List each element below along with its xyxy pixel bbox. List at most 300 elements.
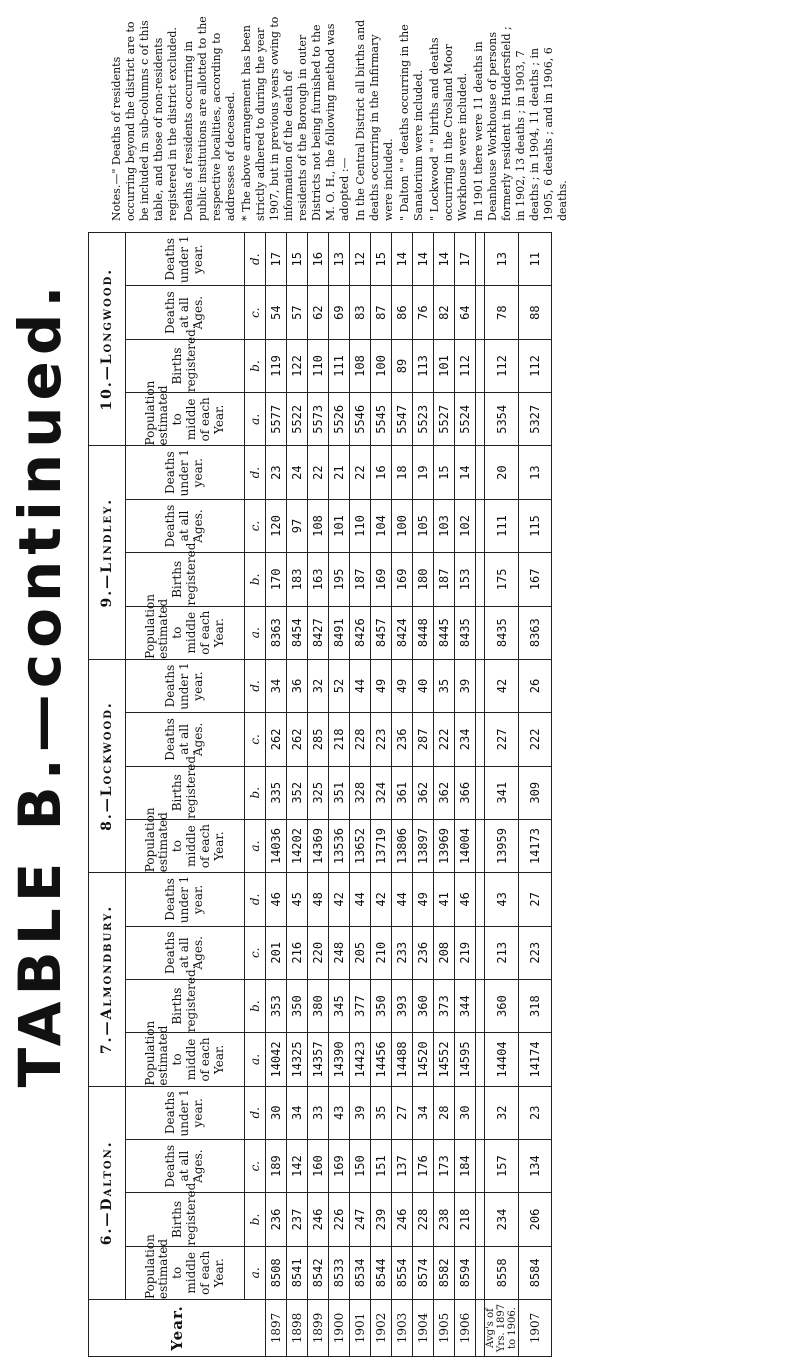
table-row bbox=[308, 233, 329, 1357]
year-1907-cell: 309 bbox=[519, 766, 552, 819]
average-cell: 175 bbox=[485, 553, 519, 606]
data-cell: 14423 bbox=[350, 1033, 371, 1086]
year-1907-cell: 88 bbox=[519, 286, 552, 339]
column-header: Deaths at all Ages. bbox=[126, 713, 245, 766]
year-cell: 1902 bbox=[371, 1300, 392, 1357]
column-header: Deaths under 1 year. bbox=[126, 873, 245, 926]
data-cell: 248 bbox=[329, 926, 350, 979]
data-cell: 49 bbox=[371, 659, 392, 712]
data-cell: 49 bbox=[413, 873, 434, 926]
data-cell: 8448 bbox=[413, 606, 434, 659]
data-cell: 246 bbox=[392, 1193, 413, 1246]
spacer-cell bbox=[476, 233, 485, 286]
data-cell: 12 bbox=[350, 233, 371, 286]
year-1907-cell: 318 bbox=[519, 979, 552, 1032]
data-cell: 362 bbox=[434, 766, 455, 819]
data-cell: 169 bbox=[392, 553, 413, 606]
data-cell: 16 bbox=[308, 233, 329, 286]
data-cell: 14369 bbox=[308, 819, 329, 872]
unit-label: d. bbox=[245, 1086, 266, 1139]
data-cell: 208 bbox=[434, 926, 455, 979]
data-cell: 176 bbox=[413, 1139, 434, 1192]
unit-label: a. bbox=[245, 606, 266, 659]
column-header: Deaths under 1 year. bbox=[126, 233, 245, 286]
data-cell: 8594 bbox=[455, 1246, 476, 1299]
average-row bbox=[485, 233, 519, 1357]
data-cell: 5524 bbox=[455, 393, 476, 446]
table-row bbox=[350, 233, 371, 1357]
data-cell: 101 bbox=[329, 499, 350, 552]
data-cell: 13 bbox=[329, 233, 350, 286]
data-cell: 41 bbox=[434, 873, 455, 926]
data-cell: 32 bbox=[308, 659, 329, 712]
data-cell: 5523 bbox=[413, 393, 434, 446]
data-cell: 35 bbox=[434, 659, 455, 712]
year-1907-cell: 8584 bbox=[519, 1246, 552, 1299]
unit-label: c. bbox=[245, 499, 266, 552]
data-cell: 236 bbox=[413, 926, 434, 979]
data-cell: 151 bbox=[371, 1139, 392, 1192]
data-cell: 22 bbox=[308, 446, 329, 499]
data-cell: 153 bbox=[455, 553, 476, 606]
data-cell: 14595 bbox=[455, 1033, 476, 1086]
average-cell: 8558 bbox=[485, 1246, 519, 1299]
data-cell: 8554 bbox=[392, 1246, 413, 1299]
spacer-cell bbox=[476, 1033, 485, 1086]
data-cell: 180 bbox=[413, 553, 434, 606]
spacer-cell bbox=[476, 339, 485, 392]
data-cell: 76 bbox=[413, 286, 434, 339]
data-cell: 233 bbox=[392, 926, 413, 979]
data-cell: 8533 bbox=[329, 1246, 350, 1299]
data-cell: 169 bbox=[371, 553, 392, 606]
average-cell: 5354 bbox=[485, 393, 519, 446]
spacer-cell bbox=[476, 1086, 485, 1139]
year-1907-cell: 14174 bbox=[519, 1033, 552, 1086]
data-cell: 8457 bbox=[371, 606, 392, 659]
data-cell: 62 bbox=[308, 286, 329, 339]
data-cell: 246 bbox=[308, 1193, 329, 1246]
data-cell: 237 bbox=[287, 1193, 308, 1246]
data-cell: 5545 bbox=[371, 393, 392, 446]
data-cell: 15 bbox=[434, 446, 455, 499]
data-cell: 219 bbox=[455, 926, 476, 979]
note-1: Notes.—" Deaths of residents occurring beyond the district are to be included in sub-columns c of this table, and those of non-residents registered in the district excluded. bbox=[110, 20, 179, 221]
data-cell: 236 bbox=[266, 1193, 287, 1246]
data-cell: 44 bbox=[392, 873, 413, 926]
data-cell: 5573 bbox=[308, 393, 329, 446]
data-cell: 13536 bbox=[329, 819, 350, 872]
column-header: Deaths at all Ages. bbox=[126, 499, 245, 552]
data-cell: 27 bbox=[392, 1086, 413, 1139]
data-cell: 15 bbox=[371, 233, 392, 286]
data-cell: 43 bbox=[329, 1086, 350, 1139]
data-cell: 8542 bbox=[308, 1246, 329, 1299]
data-cell: 8427 bbox=[308, 606, 329, 659]
spacer-cell bbox=[476, 713, 485, 766]
data-cell: 360 bbox=[413, 979, 434, 1032]
year-1907-cell: 206 bbox=[519, 1193, 552, 1246]
average-label: Avg's of Yrs. 1897 to 1906. bbox=[485, 1300, 519, 1357]
data-cell: 23 bbox=[266, 446, 287, 499]
data-cell: 103 bbox=[434, 499, 455, 552]
data-cell: 14520 bbox=[413, 1033, 434, 1086]
district-header: 6.—Dalton. bbox=[89, 1086, 126, 1299]
data-cell: 13806 bbox=[392, 819, 413, 872]
data-cell: 34 bbox=[287, 1086, 308, 1139]
unit-label: d. bbox=[245, 233, 266, 286]
column-header: Deaths at all Ages. bbox=[126, 286, 245, 339]
district-header: 8.—Lockwood. bbox=[89, 659, 126, 872]
data-cell: 352 bbox=[287, 766, 308, 819]
data-cell: 5527 bbox=[434, 393, 455, 446]
note-5: " Dalton " " deaths occurring in the Sanatorium were included. bbox=[398, 24, 425, 221]
year-1907-cell: 26 bbox=[519, 659, 552, 712]
table-row bbox=[434, 233, 455, 1357]
data-cell: 201 bbox=[266, 926, 287, 979]
data-cell: 36 bbox=[287, 659, 308, 712]
column-header: Population estimated to middle of each Year. bbox=[126, 1246, 245, 1299]
data-cell: 160 bbox=[308, 1139, 329, 1192]
data-cell: 34 bbox=[413, 1086, 434, 1139]
data-cell: 189 bbox=[266, 1139, 287, 1192]
data-cell: 170 bbox=[266, 553, 287, 606]
average-cell: 13959 bbox=[485, 819, 519, 872]
table-row bbox=[266, 233, 287, 1357]
year-cell: 1900 bbox=[329, 1300, 350, 1357]
data-cell: 40 bbox=[413, 659, 434, 712]
column-header: Population estimated to middle of each Year. bbox=[126, 606, 245, 659]
data-cell: 14390 bbox=[329, 1033, 350, 1086]
data-cell: 8363 bbox=[266, 606, 287, 659]
data-cell: 100 bbox=[392, 499, 413, 552]
average-cell: 14404 bbox=[485, 1033, 519, 1086]
average-cell: 341 bbox=[485, 766, 519, 819]
column-header: Deaths under 1 year. bbox=[126, 1086, 245, 1139]
year-cell: 1904 bbox=[413, 1300, 434, 1357]
page-title: TABLE B.—continued. bbox=[6, 279, 74, 1088]
year-1907-cell: 11 bbox=[519, 233, 552, 286]
data-cell: 28 bbox=[434, 1086, 455, 1139]
column-header: Population estimated to middle of each Year. bbox=[126, 819, 245, 872]
column-header: Births registered. bbox=[126, 766, 245, 819]
data-cell: 8445 bbox=[434, 606, 455, 659]
column-header: Population estimated to middle of each Year. bbox=[126, 1033, 245, 1086]
data-cell: 14 bbox=[413, 233, 434, 286]
footnotes bbox=[110, 16, 770, 221]
data-cell: 350 bbox=[287, 979, 308, 1032]
data-cell: 48 bbox=[308, 873, 329, 926]
data-cell: 5526 bbox=[329, 393, 350, 446]
data-cell: 39 bbox=[455, 659, 476, 712]
data-cell: 44 bbox=[350, 659, 371, 712]
average-cell: 227 bbox=[485, 713, 519, 766]
note-3: * The above arrangement has been strictly adhered to during the year 1907, but in previous years owing to information of the death of residents of the Borough in outer Districts not being furnished to the M. O. H., the following method was adopted :— bbox=[240, 16, 351, 221]
unit-label: a. bbox=[245, 1033, 266, 1086]
data-cell: 104 bbox=[371, 499, 392, 552]
data-cell: 105 bbox=[413, 499, 434, 552]
spacer-cell bbox=[476, 446, 485, 499]
data-cell: 5546 bbox=[350, 393, 371, 446]
data-cell: 44 bbox=[350, 873, 371, 926]
data-cell: 8574 bbox=[413, 1246, 434, 1299]
data-cell: 14 bbox=[455, 446, 476, 499]
data-cell: 22 bbox=[350, 446, 371, 499]
table-row bbox=[455, 233, 476, 1357]
district-header: 7.—Almondbury. bbox=[89, 873, 126, 1086]
data-cell: 14357 bbox=[308, 1033, 329, 1086]
data-cell: 285 bbox=[308, 713, 329, 766]
spacer-cell bbox=[476, 1139, 485, 1192]
unit-label: d. bbox=[245, 873, 266, 926]
data-cell: 169 bbox=[329, 1139, 350, 1192]
data-cell: 236 bbox=[392, 713, 413, 766]
column-header: Births registered. bbox=[126, 979, 245, 1032]
column-header: Deaths under 1 year. bbox=[126, 446, 245, 499]
data-cell: 142 bbox=[287, 1139, 308, 1192]
data-cell: 325 bbox=[308, 766, 329, 819]
data-cell: 42 bbox=[329, 873, 350, 926]
average-cell: 213 bbox=[485, 926, 519, 979]
data-cell: 108 bbox=[350, 339, 371, 392]
column-header: Births registered. bbox=[126, 1193, 245, 1246]
data-cell: 30 bbox=[455, 1086, 476, 1139]
note-4: In the Central District all births and deaths occurring in the Infirmary were included. bbox=[354, 19, 395, 221]
data-cell: 24 bbox=[287, 446, 308, 499]
average-cell: 13 bbox=[485, 233, 519, 286]
data-cell: 328 bbox=[350, 766, 371, 819]
data-cell: 108 bbox=[308, 499, 329, 552]
data-cell: 13652 bbox=[350, 819, 371, 872]
data-cell: 5522 bbox=[287, 393, 308, 446]
unit-label: b. bbox=[245, 766, 266, 819]
data-cell: 344 bbox=[455, 979, 476, 1032]
data-cell: 30 bbox=[266, 1086, 287, 1139]
unit-label: b. bbox=[245, 553, 266, 606]
data-cell: 8491 bbox=[329, 606, 350, 659]
data-cell: 218 bbox=[329, 713, 350, 766]
data-cell: 100 bbox=[371, 339, 392, 392]
data-cell: 205 bbox=[350, 926, 371, 979]
year-cell: 1899 bbox=[308, 1300, 329, 1357]
data-cell: 122 bbox=[287, 339, 308, 392]
spacer-cell bbox=[476, 659, 485, 712]
data-cell: 17 bbox=[266, 233, 287, 286]
average-cell: 32 bbox=[485, 1086, 519, 1139]
average-cell: 111 bbox=[485, 499, 519, 552]
spacer-cell bbox=[476, 1193, 485, 1246]
data-cell: 14 bbox=[434, 233, 455, 286]
data-cell: 8426 bbox=[350, 606, 371, 659]
year-1907-cell: 222 bbox=[519, 713, 552, 766]
district-header: 10.—Longwood. bbox=[89, 233, 126, 447]
data-cell: 8541 bbox=[287, 1246, 308, 1299]
data-cell: 19 bbox=[413, 446, 434, 499]
data-cell: 13969 bbox=[434, 819, 455, 872]
table-row bbox=[287, 233, 308, 1357]
data-cell: 15 bbox=[287, 233, 308, 286]
data-cell: 34 bbox=[266, 659, 287, 712]
data-cell: 120 bbox=[266, 499, 287, 552]
year-cell: 1903 bbox=[392, 1300, 413, 1357]
note-2: Deaths of residents occurring in public institutions are allotted to the respective localities, according to addresses of deceased. bbox=[182, 16, 237, 221]
unit-label: b. bbox=[245, 339, 266, 392]
data-cell: 13897 bbox=[413, 819, 434, 872]
data-cell: 13719 bbox=[371, 819, 392, 872]
column-header: Population estimated to middle of each Year. bbox=[126, 393, 245, 446]
statistics-table bbox=[88, 232, 552, 1357]
data-cell: 16 bbox=[371, 446, 392, 499]
data-cell: 8582 bbox=[434, 1246, 455, 1299]
data-cell: 150 bbox=[350, 1139, 371, 1192]
year-cell: 1898 bbox=[287, 1300, 308, 1357]
data-cell: 87 bbox=[371, 286, 392, 339]
note-6: " Lockwood " " births and deaths occurring in the Crosland Moor Workhouse were included. bbox=[428, 37, 469, 221]
average-cell: 78 bbox=[485, 286, 519, 339]
spacer-cell bbox=[476, 1246, 485, 1299]
spacer-cell bbox=[476, 286, 485, 339]
year-1907-row bbox=[519, 233, 552, 1357]
spacer-cell bbox=[476, 926, 485, 979]
data-cell: 111 bbox=[329, 339, 350, 392]
year-1907-cell: 112 bbox=[519, 339, 552, 392]
data-cell: 137 bbox=[392, 1139, 413, 1192]
data-cell: 14325 bbox=[287, 1033, 308, 1086]
data-cell: 18 bbox=[392, 446, 413, 499]
data-cell: 83 bbox=[350, 286, 371, 339]
table-row bbox=[413, 233, 434, 1357]
data-cell: 35 bbox=[371, 1086, 392, 1139]
data-cell: 97 bbox=[287, 499, 308, 552]
data-cell: 195 bbox=[329, 553, 350, 606]
data-cell: 228 bbox=[413, 1193, 434, 1246]
data-cell: 17 bbox=[455, 233, 476, 286]
unit-label: a. bbox=[245, 393, 266, 446]
year-1907-cell: 23 bbox=[519, 1086, 552, 1139]
column-header: Births registered. bbox=[126, 553, 245, 606]
data-cell: 335 bbox=[266, 766, 287, 819]
data-cell: 345 bbox=[329, 979, 350, 1032]
year-1907-cell: 8363 bbox=[519, 606, 552, 659]
data-cell: 262 bbox=[287, 713, 308, 766]
data-cell: 14042 bbox=[266, 1033, 287, 1086]
data-cell: 380 bbox=[308, 979, 329, 1032]
data-cell: 52 bbox=[329, 659, 350, 712]
data-cell: 220 bbox=[308, 926, 329, 979]
unit-label: c. bbox=[245, 713, 266, 766]
data-cell: 393 bbox=[392, 979, 413, 1032]
average-cell: 157 bbox=[485, 1139, 519, 1192]
data-cell: 187 bbox=[434, 553, 455, 606]
spacer-cell bbox=[476, 819, 485, 872]
spacer-cell bbox=[476, 1300, 485, 1357]
unit-label: b. bbox=[245, 1193, 266, 1246]
year-1907-cell: 5327 bbox=[519, 393, 552, 446]
data-cell: 45 bbox=[287, 873, 308, 926]
data-cell: 183 bbox=[287, 553, 308, 606]
year-1907-cell: 13 bbox=[519, 446, 552, 499]
unit-label: c. bbox=[245, 926, 266, 979]
data-cell: 14488 bbox=[392, 1033, 413, 1086]
spacer-cell bbox=[476, 393, 485, 446]
data-cell: 5577 bbox=[266, 393, 287, 446]
unit-label: a. bbox=[245, 1246, 266, 1299]
data-cell: 216 bbox=[287, 926, 308, 979]
year-cell: 1901 bbox=[350, 1300, 371, 1357]
data-cell: 173 bbox=[434, 1139, 455, 1192]
column-header: Deaths at all Ages. bbox=[126, 1139, 245, 1192]
column-header: Births registered. bbox=[126, 339, 245, 392]
average-cell: 43 bbox=[485, 873, 519, 926]
unit-label: b. bbox=[245, 979, 266, 1032]
year-1907-cell: 14173 bbox=[519, 819, 552, 872]
column-header: Deaths under 1 year. bbox=[126, 659, 245, 712]
data-cell: 222 bbox=[434, 713, 455, 766]
year-cell: 1905 bbox=[434, 1300, 455, 1357]
average-cell: 112 bbox=[485, 339, 519, 392]
data-cell: 14202 bbox=[287, 819, 308, 872]
data-cell: 163 bbox=[308, 553, 329, 606]
unit-label: a. bbox=[245, 819, 266, 872]
year-1907-cell: 115 bbox=[519, 499, 552, 552]
year-1907-cell: 167 bbox=[519, 553, 552, 606]
data-cell: 101 bbox=[434, 339, 455, 392]
data-cell: 362 bbox=[413, 766, 434, 819]
average-cell: 8435 bbox=[485, 606, 519, 659]
data-cell: 33 bbox=[308, 1086, 329, 1139]
data-cell: 49 bbox=[392, 659, 413, 712]
spacer-cell bbox=[476, 499, 485, 552]
data-cell: 8435 bbox=[455, 606, 476, 659]
data-cell: 46 bbox=[455, 873, 476, 926]
data-cell: 86 bbox=[392, 286, 413, 339]
average-cell: 234 bbox=[485, 1193, 519, 1246]
data-cell: 351 bbox=[329, 766, 350, 819]
table-row bbox=[371, 233, 392, 1357]
data-cell: 8454 bbox=[287, 606, 308, 659]
data-cell: 5547 bbox=[392, 393, 413, 446]
year-1907-label: 1907 bbox=[519, 1300, 552, 1357]
data-cell: 14036 bbox=[266, 819, 287, 872]
data-cell: 210 bbox=[371, 926, 392, 979]
data-cell: 112 bbox=[455, 339, 476, 392]
data-cell: 350 bbox=[371, 979, 392, 1032]
data-cell: 64 bbox=[455, 286, 476, 339]
data-cell: 218 bbox=[455, 1193, 476, 1246]
year-1907-cell: 27 bbox=[519, 873, 552, 926]
data-cell: 8508 bbox=[266, 1246, 287, 1299]
data-cell: 14456 bbox=[371, 1033, 392, 1086]
data-cell: 89 bbox=[392, 339, 413, 392]
data-cell: 21 bbox=[329, 446, 350, 499]
year-header: Year. bbox=[89, 1300, 266, 1357]
data-cell: 82 bbox=[434, 286, 455, 339]
data-cell: 234 bbox=[455, 713, 476, 766]
unit-label: c. bbox=[245, 286, 266, 339]
data-cell: 361 bbox=[392, 766, 413, 819]
table-row bbox=[329, 233, 350, 1357]
data-cell: 287 bbox=[413, 713, 434, 766]
data-cell: 14004 bbox=[455, 819, 476, 872]
data-cell: 54 bbox=[266, 286, 287, 339]
data-cell: 223 bbox=[371, 713, 392, 766]
data-cell: 119 bbox=[266, 339, 287, 392]
unit-label: c. bbox=[245, 1139, 266, 1192]
data-cell: 226 bbox=[329, 1193, 350, 1246]
data-cell: 238 bbox=[434, 1193, 455, 1246]
data-cell: 39 bbox=[350, 1086, 371, 1139]
unit-label: d. bbox=[245, 659, 266, 712]
